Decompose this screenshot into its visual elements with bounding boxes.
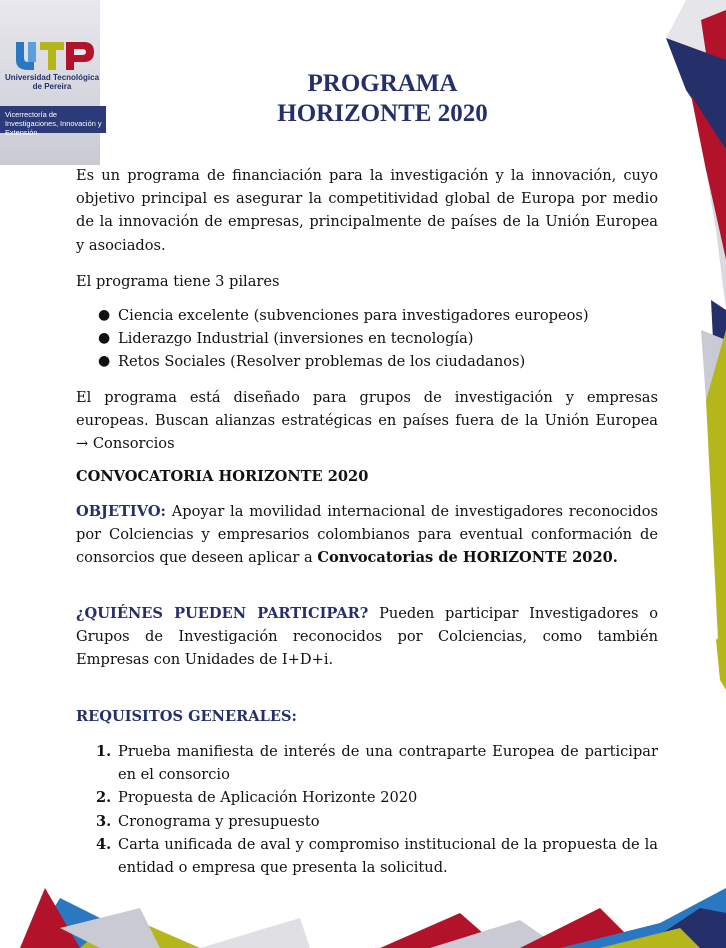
objective-bold: Convocatorias de HORIZONTE 2020.: [317, 549, 618, 567]
utp-logo-mark: [14, 38, 96, 72]
university-name: Universidad Tecnológica de Pereira: [4, 73, 100, 91]
decorative-bottom-stripes: [0, 868, 726, 948]
list-item: ● Liderazgo Industrial (inversiones en tecnología): [76, 327, 658, 350]
requirements-heading: REQUISITOS GENERALES:: [76, 708, 297, 725]
pillars-lead: El programa tiene 3 pilares: [76, 273, 280, 290]
list-item: 1. Prueba manifiesta de interés de una contraparte Europea de participar en el consorcio: [76, 740, 658, 786]
item-number: 2.: [96, 789, 112, 807]
objective-text: Apoyar la movilidad internacional de investigadores reconocidos por Colciencias y empresarios colombianos para eventual conformación de consorcios que deseen aplicar a: [76, 503, 658, 567]
objective-label: OBJETIVO:: [76, 503, 166, 520]
list-item: ● Ciencia excelente (subvenciones para investigadores europeos): [76, 304, 658, 327]
requirements-list: [76, 740, 658, 879]
participants-text: Pueden participar Investigadores o Grupos de Investigación reconocidos por Colciencias, como también Empresas con Unidades de I+D+i.: [76, 605, 658, 669]
page-title: [200, 69, 565, 129]
vice-rectorate-label: Vicerrectoría de Investigaciones, Innovación y Extensión: [0, 106, 106, 133]
item-number: 4.: [96, 835, 112, 853]
participants-label: ¿QUIÉNES PUEDEN PARTICIPAR?: [76, 605, 369, 622]
title-line-2: HORIZONTE 2020: [277, 100, 488, 127]
title-line-1: PROGRAMA: [307, 70, 458, 97]
university-logo-block: [0, 0, 100, 165]
list-item: 4. Carta unificada de aval y compromiso institucional de la propuesta de la entidad o empresa que presenta la solicitud.: [76, 833, 658, 879]
objective-paragraph: [76, 500, 658, 570]
list-item: 3. Cronograma y presupuesto: [76, 810, 658, 833]
bullet-icon: ●: [98, 330, 111, 347]
decorative-right-stripes: [646, 0, 726, 948]
bullet-icon: ●: [98, 353, 111, 370]
intro-paragraph: Es un programa de financiación para la investigación y la innovación, cuyo objetivo principal es asegurar la competitividad global de Europa por medio de la innovación de empresas, principalmente de países de la Unión Europea y asociados.: [76, 167, 658, 254]
item-number: 3.: [96, 812, 112, 830]
design-paragraph: El programa está diseñado para grupos de investigación y empresas europeas. Buscan alianzas estratégicas en países fuera de la Unión Europea → Consorcios: [76, 389, 658, 453]
pillars-list: [76, 304, 658, 374]
participants-paragraph: [76, 602, 658, 672]
convocatoria-heading: CONVOCATORIA HORIZONTE 2020: [76, 468, 369, 485]
list-item: ● Retos Sociales (Resolver problemas de los ciudadanos): [76, 350, 658, 373]
item-number: 1.: [96, 743, 112, 760]
bullet-icon: ●: [98, 307, 111, 323]
list-item: 2. Propuesta de Aplicación Horizonte 2020: [76, 786, 658, 809]
